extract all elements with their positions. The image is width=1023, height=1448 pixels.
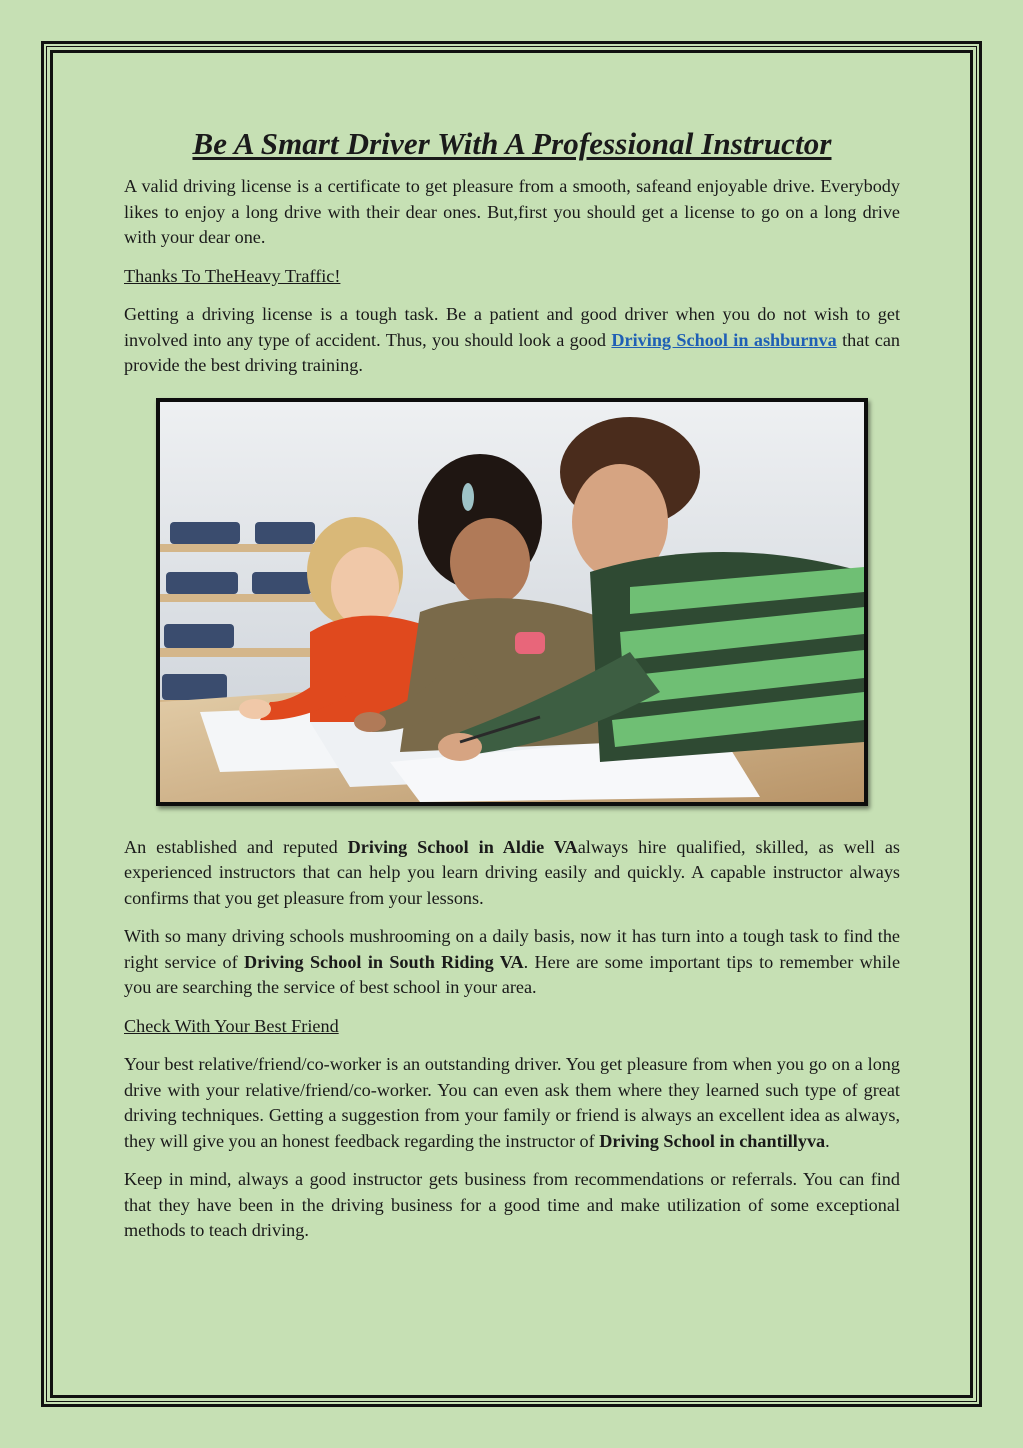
paragraph-text: Your best relative/friend/co-worker is an outstanding driver. You get pleasure from when you go on a long drive with your relative/friend/co-worker. You can even ask them where they learned such type of great driving techniques. Getting a suggestion from your family or friend is always an excellent idea as always, they will give you an honest feedback regarding the instructor of [124,1054,900,1151]
bold-driving-school-south-riding: Driving School in South Riding VA [244,951,524,972]
paragraph-text: With so many driving schools mushrooming on a daily basis, now it has turn into a tough task to find the right service of [124,926,900,972]
paragraph-text: An established and reputed [124,836,348,857]
intro-paragraph: A valid driving license is a certificate to get pleasure from a smooth, safeand enjoyable drive. Everybody likes to enjoy a long drive with their dear ones. But,first you should get a license to go on a long drive with your dear one. [124,176,900,248]
paragraph-text: always hire qualified, skilled, as well as experienced instructors that can help you learn driving easily and quickly. A capable instructor always confirms that you get pleasure from your lessons. [124,836,900,908]
bold-driving-school-chantillyva: Driving School in chantillyva [599,1130,826,1151]
bold-driving-school-aldie: Driving School in Aldie VA [347,836,578,857]
subheading-best-friend: Check With Your Best Friend [124,1015,339,1036]
paragraph-text: . [825,1130,830,1151]
paragraph-recommendations: Keep in mind, always a good instructor gets business from recommendations or referrals. You can find that they have been in the driving business for a good time and make utilization of some exceptional methods to teach driving. [124,1169,900,1241]
paragraph-text: Getting a driving license is a tough task. Be a patient and good driver when you do not wish to get involved into any type of accident. Thus, you should look a good [124,304,900,350]
students-writing-exam-photo [156,398,868,806]
document-body [124,125,900,1257]
paragraph-text: . Here are some important tips to remember while you are searching the service of best school in your area. [124,951,901,998]
paragraph-driving-license [124,302,900,379]
paragraph-south-riding [124,924,900,1001]
paragraph-best-friend [124,1052,900,1154]
paragraph-aldie [124,835,900,912]
paragraph-text: that can provide the best driving training. [124,329,901,376]
link-driving-school-ashburnva[interactable]: Driving School in ashburnva [611,329,837,350]
page-title: Be A Smart Driver With A Professional Instructor [192,126,832,161]
subheading-heavy-traffic: Thanks To TheHeavy Traffic! [124,265,341,286]
